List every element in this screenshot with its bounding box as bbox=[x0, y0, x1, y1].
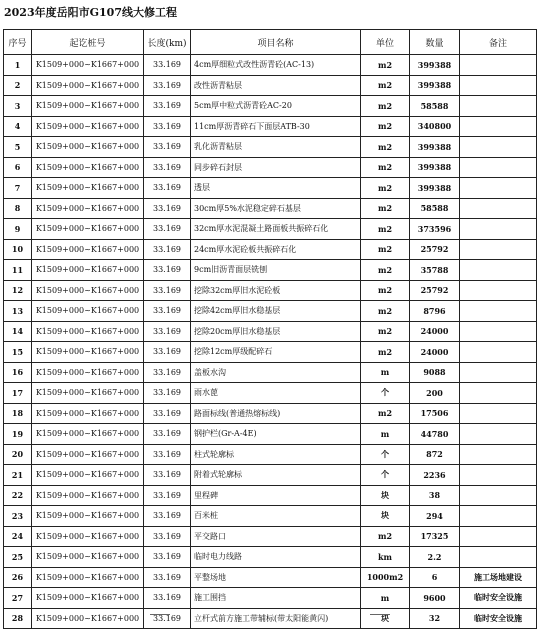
cell-qty: 373596 bbox=[410, 219, 460, 240]
cell-qty: 294 bbox=[410, 506, 460, 527]
cell-stake: K1509+000~K1667+000 bbox=[32, 239, 144, 260]
table-row bbox=[4, 75, 537, 96]
cell-stake: K1509+000~K1667+000 bbox=[32, 444, 144, 465]
table-row bbox=[4, 96, 537, 117]
cell-qty: 340800 bbox=[410, 116, 460, 137]
cell-unit: 块 bbox=[361, 485, 410, 506]
table-row bbox=[4, 157, 537, 178]
cell-length: 33.169 bbox=[144, 157, 191, 178]
cell-stake: K1509+000~K1667+000 bbox=[32, 137, 144, 158]
cell-seq: 9 bbox=[4, 219, 32, 240]
cell-length: 33.169 bbox=[144, 260, 191, 281]
cell-unit: m2 bbox=[361, 198, 410, 219]
cell-qty: 17506 bbox=[410, 403, 460, 424]
cell-unit: m2 bbox=[361, 157, 410, 178]
cell-length: 33.169 bbox=[144, 608, 191, 629]
cell-item: 4cm厚细粒式改性沥青砼(AC-13) bbox=[191, 55, 361, 76]
cell-stake: K1509+000~K1667+000 bbox=[32, 178, 144, 199]
cell-unit: 块 bbox=[361, 506, 410, 527]
cell-stake: K1509+000~K1667+000 bbox=[32, 362, 144, 383]
cell-note: 临时安全设施 bbox=[460, 608, 537, 629]
table-row bbox=[4, 362, 537, 383]
cell-qty: 200 bbox=[410, 383, 460, 404]
cell-length: 33.169 bbox=[144, 55, 191, 76]
cell-seq: 17 bbox=[4, 383, 32, 404]
cell-unit: 个 bbox=[361, 465, 410, 486]
cell-stake: K1509+000~K1667+000 bbox=[32, 280, 144, 301]
cell-qty: 2236 bbox=[410, 465, 460, 486]
table-row bbox=[4, 567, 537, 588]
cell-seq: 20 bbox=[4, 444, 32, 465]
cell-length: 33.169 bbox=[144, 280, 191, 301]
cell-qty: 399388 bbox=[410, 75, 460, 96]
table-row bbox=[4, 239, 537, 260]
cell-seq: 15 bbox=[4, 342, 32, 363]
cell-item: 挖除42cm厚旧水稳基层 bbox=[191, 301, 361, 322]
cell-stake: K1509+000~K1667+000 bbox=[32, 465, 144, 486]
cell-length: 33.169 bbox=[144, 526, 191, 547]
cell-stake: K1509+000~K1667+000 bbox=[32, 383, 144, 404]
cell-item: 11cm厚沥青碎石下面层ATB-30 bbox=[191, 116, 361, 137]
cell-item: 32cm厚水泥混凝土路面板共振碎石化 bbox=[191, 219, 361, 240]
cell-unit: m2 bbox=[361, 178, 410, 199]
cell-stake: K1509+000~K1667+000 bbox=[32, 485, 144, 506]
cell-note bbox=[460, 362, 537, 383]
cell-qty: 35788 bbox=[410, 260, 460, 281]
cell-seq: 25 bbox=[4, 547, 32, 568]
cell-item: 柱式轮廓标 bbox=[191, 444, 361, 465]
cell-length: 33.169 bbox=[144, 75, 191, 96]
header-stake: 起讫桩号 bbox=[32, 30, 144, 55]
cell-seq: 19 bbox=[4, 424, 32, 445]
cell-note bbox=[460, 301, 537, 322]
table-row bbox=[4, 403, 537, 424]
cell-qty: 2.2 bbox=[410, 547, 460, 568]
cell-seq: 11 bbox=[4, 260, 32, 281]
cell-seq: 2 bbox=[4, 75, 32, 96]
cell-unit: m2 bbox=[361, 321, 410, 342]
cell-qty: 9600 bbox=[410, 588, 460, 609]
cell-seq: 5 bbox=[4, 137, 32, 158]
cell-unit: m2 bbox=[361, 280, 410, 301]
cell-stake: K1509+000~K1667+000 bbox=[32, 424, 144, 445]
table-row bbox=[4, 198, 537, 219]
cell-note bbox=[460, 547, 537, 568]
cell-unit: m2 bbox=[361, 137, 410, 158]
cell-item: 透层 bbox=[191, 178, 361, 199]
cell-item: 钢护栏(Gr-A-4E) bbox=[191, 424, 361, 445]
table-row bbox=[4, 137, 537, 158]
cell-note: 施工场地建设 bbox=[460, 567, 537, 588]
table-row bbox=[4, 444, 537, 465]
cell-unit: m2 bbox=[361, 239, 410, 260]
cell-length: 33.169 bbox=[144, 506, 191, 527]
cell-length: 33.169 bbox=[144, 239, 191, 260]
cell-item: 9cm旧沥青面层铣刨 bbox=[191, 260, 361, 281]
cell-note bbox=[460, 444, 537, 465]
cell-qty: 38 bbox=[410, 485, 460, 506]
cell-item: 临时电力线路 bbox=[191, 547, 361, 568]
cell-qty: 24000 bbox=[410, 342, 460, 363]
cell-seq: 21 bbox=[4, 465, 32, 486]
cell-seq: 4 bbox=[4, 116, 32, 137]
header-note: 备注 bbox=[460, 30, 537, 55]
cell-length: 33.169 bbox=[144, 137, 191, 158]
cell-stake: K1509+000~K1667+000 bbox=[32, 116, 144, 137]
table-row bbox=[4, 485, 537, 506]
cell-stake: K1509+000~K1667+000 bbox=[32, 157, 144, 178]
cell-seq: 28 bbox=[4, 608, 32, 629]
header-unit: 单位 bbox=[361, 30, 410, 55]
cell-stake: K1509+000~K1667+000 bbox=[32, 403, 144, 424]
cell-stake: K1509+000~K1667+000 bbox=[32, 506, 144, 527]
cell-qty: 399388 bbox=[410, 178, 460, 199]
cell-item: 百米桩 bbox=[191, 506, 361, 527]
cell-item: 5cm厚中粒式沥青砼AC-20 bbox=[191, 96, 361, 117]
cell-unit: 个 bbox=[361, 383, 410, 404]
table-row bbox=[4, 301, 537, 322]
cell-seq: 10 bbox=[4, 239, 32, 260]
cell-unit: m bbox=[361, 424, 410, 445]
cell-qty: 399388 bbox=[410, 137, 460, 158]
cell-seq: 18 bbox=[4, 403, 32, 424]
cell-qty: 24000 bbox=[410, 321, 460, 342]
cell-length: 33.169 bbox=[144, 465, 191, 486]
header-qty: 数量 bbox=[410, 30, 460, 55]
cell-stake: K1509+000~K1667+000 bbox=[32, 608, 144, 629]
table-row bbox=[4, 321, 537, 342]
cell-seq: 7 bbox=[4, 178, 32, 199]
header-item: 项目名称 bbox=[191, 30, 361, 55]
cell-note bbox=[460, 137, 537, 158]
cell-note bbox=[460, 157, 537, 178]
cell-note bbox=[460, 198, 537, 219]
cell-qty: 58588 bbox=[410, 198, 460, 219]
cell-unit: 1000m2 bbox=[361, 567, 410, 588]
cell-stake: K1509+000~K1667+000 bbox=[32, 321, 144, 342]
cell-seq: 3 bbox=[4, 96, 32, 117]
cell-item: 平交路口 bbox=[191, 526, 361, 547]
cell-note bbox=[460, 260, 537, 281]
cell-note bbox=[460, 321, 537, 342]
cell-stake: K1509+000~K1667+000 bbox=[32, 75, 144, 96]
cell-length: 33.169 bbox=[144, 96, 191, 117]
cell-note: 临时安全设施 bbox=[460, 588, 537, 609]
cell-item: 24cm厚水泥砼板共振碎石化 bbox=[191, 239, 361, 260]
cell-item: 改性沥青粘层 bbox=[191, 75, 361, 96]
cell-note bbox=[460, 526, 537, 547]
cell-item: 平整场地 bbox=[191, 567, 361, 588]
cell-item: 里程碑 bbox=[191, 485, 361, 506]
cell-unit: m2 bbox=[361, 55, 410, 76]
cell-note bbox=[460, 465, 537, 486]
stray-mark-right bbox=[370, 614, 390, 618]
cell-stake: K1509+000~K1667+000 bbox=[32, 260, 144, 281]
cell-unit: m2 bbox=[361, 96, 410, 117]
table-row bbox=[4, 588, 537, 609]
table-row bbox=[4, 342, 537, 363]
header-seq: 序号 bbox=[4, 30, 32, 55]
cell-length: 33.169 bbox=[144, 178, 191, 199]
cell-seq: 13 bbox=[4, 301, 32, 322]
cell-length: 33.169 bbox=[144, 403, 191, 424]
cell-note bbox=[460, 280, 537, 301]
table-row bbox=[4, 178, 537, 199]
cell-length: 33.169 bbox=[144, 342, 191, 363]
cell-length: 33.169 bbox=[144, 321, 191, 342]
cell-note bbox=[460, 116, 537, 137]
cell-unit: m2 bbox=[361, 526, 410, 547]
cell-length: 33.169 bbox=[144, 383, 191, 404]
cell-unit: m2 bbox=[361, 75, 410, 96]
table-row bbox=[4, 465, 537, 486]
cell-note bbox=[460, 55, 537, 76]
stray-mark-left bbox=[150, 614, 170, 618]
cell-item: 附着式轮廓标 bbox=[191, 465, 361, 486]
cell-qty: 399388 bbox=[410, 157, 460, 178]
cell-item: 雨水蓖 bbox=[191, 383, 361, 404]
cell-item: 30cm厚5%水泥稳定碎石基层 bbox=[191, 198, 361, 219]
cell-length: 33.169 bbox=[144, 444, 191, 465]
table-row bbox=[4, 55, 537, 76]
table-row bbox=[4, 116, 537, 137]
table-row bbox=[4, 526, 537, 547]
cell-stake: K1509+000~K1667+000 bbox=[32, 301, 144, 322]
cell-item: 盖板水沟 bbox=[191, 362, 361, 383]
table-header-row bbox=[4, 30, 537, 55]
cell-length: 33.169 bbox=[144, 424, 191, 445]
cell-note bbox=[460, 383, 537, 404]
header-length: 长度(km) bbox=[144, 30, 191, 55]
cell-item: 立杆式前方施工带辅标(带太阳能黄闪) bbox=[191, 608, 361, 629]
cell-length: 33.169 bbox=[144, 219, 191, 240]
cell-note bbox=[460, 75, 537, 96]
cell-seq: 14 bbox=[4, 321, 32, 342]
cell-qty: 8796 bbox=[410, 301, 460, 322]
table-row bbox=[4, 424, 537, 445]
cell-unit: m2 bbox=[361, 260, 410, 281]
cell-item: 挖除12cm厚级配碎石 bbox=[191, 342, 361, 363]
cell-seq: 8 bbox=[4, 198, 32, 219]
cell-seq: 23 bbox=[4, 506, 32, 527]
table-row bbox=[4, 219, 537, 240]
cell-qty: 9088 bbox=[410, 362, 460, 383]
cell-qty: 17325 bbox=[410, 526, 460, 547]
cell-stake: K1509+000~K1667+000 bbox=[32, 547, 144, 568]
cell-unit: m2 bbox=[361, 403, 410, 424]
table-row bbox=[4, 506, 537, 527]
cell-unit: m bbox=[361, 588, 410, 609]
table-row bbox=[4, 383, 537, 404]
cell-qty: 58588 bbox=[410, 96, 460, 117]
cell-qty: 44780 bbox=[410, 424, 460, 445]
cell-seq: 6 bbox=[4, 157, 32, 178]
cell-stake: K1509+000~K1667+000 bbox=[32, 342, 144, 363]
cell-qty: 6 bbox=[410, 567, 460, 588]
cell-qty: 25792 bbox=[410, 239, 460, 260]
cell-qty: 32 bbox=[410, 608, 460, 629]
cell-length: 33.169 bbox=[144, 116, 191, 137]
cell-qty: 399388 bbox=[410, 55, 460, 76]
cell-length: 33.169 bbox=[144, 567, 191, 588]
cell-seq: 27 bbox=[4, 588, 32, 609]
cell-unit: km bbox=[361, 547, 410, 568]
cell-stake: K1509+000~K1667+000 bbox=[32, 198, 144, 219]
cell-qty: 872 bbox=[410, 444, 460, 465]
work-items-table bbox=[3, 29, 537, 629]
cell-unit: m2 bbox=[361, 301, 410, 322]
cell-length: 33.169 bbox=[144, 198, 191, 219]
cell-item: 挖除20cm厚旧水稳基层 bbox=[191, 321, 361, 342]
cell-item: 挖除32cm厚旧水泥砼板 bbox=[191, 280, 361, 301]
cell-length: 33.169 bbox=[144, 485, 191, 506]
cell-stake: K1509+000~K1667+000 bbox=[32, 55, 144, 76]
cell-stake: K1509+000~K1667+000 bbox=[32, 219, 144, 240]
cell-unit: m bbox=[361, 362, 410, 383]
cell-length: 33.169 bbox=[144, 301, 191, 322]
cell-unit: 块 bbox=[361, 608, 410, 629]
document-title: 2023年度岳阳市G107线大修工程 bbox=[4, 6, 177, 19]
cell-note bbox=[460, 342, 537, 363]
cell-seq: 16 bbox=[4, 362, 32, 383]
cell-item: 施工围挡 bbox=[191, 588, 361, 609]
cell-stake: K1509+000~K1667+000 bbox=[32, 96, 144, 117]
table-row bbox=[4, 608, 537, 629]
cell-item: 同步碎石封层 bbox=[191, 157, 361, 178]
cell-seq: 22 bbox=[4, 485, 32, 506]
cell-note bbox=[460, 424, 537, 445]
cell-unit: m2 bbox=[361, 342, 410, 363]
cell-note bbox=[460, 506, 537, 527]
table-row bbox=[4, 260, 537, 281]
cell-note bbox=[460, 403, 537, 424]
cell-seq: 12 bbox=[4, 280, 32, 301]
table-row bbox=[4, 280, 537, 301]
cell-note bbox=[460, 96, 537, 117]
cell-length: 33.169 bbox=[144, 588, 191, 609]
cell-note bbox=[460, 178, 537, 199]
cell-stake: K1509+000~K1667+000 bbox=[32, 567, 144, 588]
cell-unit: 个 bbox=[361, 444, 410, 465]
cell-item: 乳化沥青粘层 bbox=[191, 137, 361, 158]
cell-length: 33.169 bbox=[144, 547, 191, 568]
cell-unit: m2 bbox=[361, 219, 410, 240]
cell-note bbox=[460, 239, 537, 260]
cell-unit: m2 bbox=[361, 116, 410, 137]
cell-stake: K1509+000~K1667+000 bbox=[32, 588, 144, 609]
cell-qty: 25792 bbox=[410, 280, 460, 301]
table-row bbox=[4, 547, 537, 568]
cell-length: 33.169 bbox=[144, 362, 191, 383]
cell-note bbox=[460, 485, 537, 506]
cell-seq: 26 bbox=[4, 567, 32, 588]
cell-note bbox=[460, 219, 537, 240]
cell-seq: 1 bbox=[4, 55, 32, 76]
cell-seq: 24 bbox=[4, 526, 32, 547]
cell-stake: K1509+000~K1667+000 bbox=[32, 526, 144, 547]
cell-item: 路面标线(普通热熔标线) bbox=[191, 403, 361, 424]
